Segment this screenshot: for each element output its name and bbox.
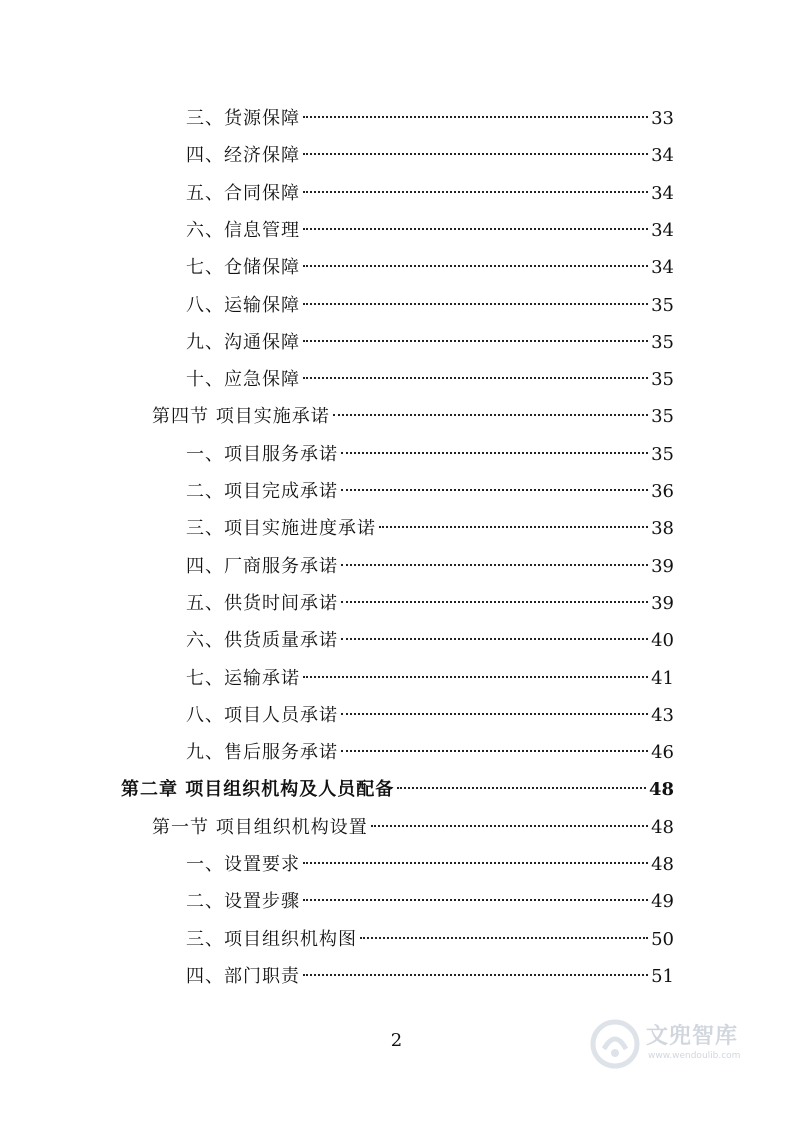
toc-entry-page: 34	[651, 145, 674, 167]
toc-leader-dots	[303, 862, 648, 864]
toc-entry[interactable]	[186, 846, 674, 883]
toc-entry-page: 33	[651, 108, 674, 129]
toc-leader-dots	[333, 414, 648, 416]
toc-entry-page: 46	[651, 742, 674, 764]
toc-leader-dots	[341, 713, 648, 715]
toc-entry-page: 51	[651, 965, 674, 987]
toc-leader-dots	[303, 340, 648, 342]
toc-entry[interactable]	[186, 212, 674, 249]
toc-leader-dots	[303, 899, 648, 901]
toc-entry-page: 36	[651, 481, 674, 502]
watermark-text: 文兜智库	[646, 1024, 739, 1049]
toc-entry-label: 五、供货时间承诺	[186, 592, 338, 614]
toc-entry-label: 第二章 项目组织机构及人员配备	[121, 779, 395, 801]
toc-entry-page: 38	[651, 518, 674, 540]
toc-entry[interactable]	[186, 175, 674, 212]
toc-leader-dots	[371, 825, 648, 827]
toc-entry[interactable]	[186, 100, 674, 137]
toc-leader-dots	[303, 303, 648, 305]
toc-entry[interactable]	[186, 361, 674, 398]
toc-entry-page: 40	[651, 630, 674, 652]
toc-entry[interactable]	[186, 660, 674, 697]
toc-entry-label: 六、供货质量承诺	[186, 630, 338, 652]
toc-entry-label: 三、货源保障	[186, 108, 300, 129]
toc-entry[interactable]	[186, 585, 674, 622]
toc-entry[interactable]	[121, 771, 674, 808]
toc-entry-label: 五、合同保障	[186, 182, 300, 204]
toc-entry-page: 35	[651, 443, 674, 465]
toc-entry[interactable]	[186, 958, 674, 995]
toc-leader-dots	[303, 265, 648, 267]
toc-entry[interactable]	[186, 436, 674, 473]
toc-entry-label: 四、部门职责	[186, 965, 300, 987]
toc-leader-dots	[303, 153, 648, 155]
toc-entry-page: 48	[651, 816, 674, 838]
toc-entry-label: 第四节 项目实施承诺	[152, 406, 330, 428]
toc-entry-label: 七、运输承诺	[186, 667, 300, 689]
toc-leader-dots	[341, 564, 648, 566]
toc-entry[interactable]	[186, 548, 674, 585]
toc-entry-label: 三、项目实施进度承诺	[186, 518, 376, 540]
toc-leader-dots	[303, 676, 648, 678]
toc-entry[interactable]	[152, 398, 674, 435]
toc-entry[interactable]	[186, 287, 674, 324]
toc-entry-label: 九、沟通保障	[186, 331, 300, 353]
toc-leader-dots	[379, 526, 648, 528]
toc-leader-dots	[341, 452, 648, 454]
toc-entry[interactable]	[186, 921, 674, 958]
toc-leader-dots	[303, 377, 648, 379]
toc-entry[interactable]	[186, 249, 674, 286]
toc-entry[interactable]	[186, 883, 674, 920]
toc-entry-label: 十、应急保障	[186, 369, 300, 391]
toc-leader-dots	[303, 974, 648, 976]
toc-entry-label: 一、项目服务承诺	[186, 443, 338, 465]
toc-entry[interactable]	[186, 137, 674, 174]
toc-leader-dots	[303, 191, 648, 193]
toc-leader-dots	[360, 937, 648, 939]
toc-entry[interactable]	[186, 734, 674, 771]
toc-entry[interactable]	[186, 473, 674, 510]
toc-entry-label: 第一节 项目组织机构设置	[152, 816, 368, 838]
toc-entry[interactable]	[186, 622, 674, 659]
toc-entry[interactable]	[186, 697, 674, 734]
toc-entry-page: 43	[651, 704, 674, 726]
watermark-url: www.wendoulib.com	[648, 1051, 741, 1061]
toc-entry-label: 八、项目人员承诺	[186, 704, 338, 726]
toc-entry-page: 50	[651, 928, 674, 950]
toc-entry-page: 35	[651, 406, 674, 428]
toc-entry-label: 八、运输保障	[186, 294, 300, 316]
toc-entry-page: 49	[651, 891, 674, 913]
watermark-logo-icon	[590, 1019, 640, 1069]
toc-entry-label: 九、售后服务承诺	[186, 742, 338, 764]
toc-entry-label: 四、厂商服务承诺	[186, 555, 338, 577]
toc-leader-dots	[341, 638, 648, 640]
toc-leader-dots	[341, 489, 648, 491]
toc-entry-label: 三、项目组织机构图	[186, 928, 357, 950]
toc-entry-page: 34	[651, 219, 674, 241]
toc-entry-page: 35	[651, 331, 674, 353]
toc-leader-dots	[397, 787, 646, 789]
page-number: 2	[390, 1030, 403, 1051]
toc-leader-dots	[341, 601, 648, 603]
toc-entry-page: 41	[651, 667, 674, 689]
toc-entry-label: 四、经济保障	[186, 145, 300, 167]
toc-entry-page: 34	[651, 257, 674, 279]
toc-entry[interactable]	[186, 510, 674, 547]
toc-entry[interactable]	[186, 324, 674, 361]
toc-leader-dots	[303, 116, 648, 118]
toc-entry-page: 34	[651, 182, 674, 204]
toc-entry-label: 二、设置步骤	[186, 891, 300, 913]
toc-entry-label: 二、项目完成承诺	[186, 481, 338, 502]
toc-leader-dots	[303, 228, 648, 230]
toc-entry-page: 35	[651, 294, 674, 316]
toc-entry-label: 一、设置要求	[186, 854, 300, 875]
toc-entry-page: 39	[651, 555, 674, 577]
toc-entry-label: 六、信息管理	[186, 219, 300, 241]
toc-leader-dots	[341, 750, 648, 752]
toc-entry-page: 48	[648, 779, 674, 801]
toc-entry-page: 48	[651, 854, 674, 875]
watermark	[590, 1015, 760, 1077]
toc-entry-label: 七、仓储保障	[186, 257, 300, 279]
toc-entry-page: 39	[651, 592, 674, 614]
toc-entry-page: 35	[651, 369, 674, 391]
toc-entry[interactable]	[152, 809, 674, 846]
